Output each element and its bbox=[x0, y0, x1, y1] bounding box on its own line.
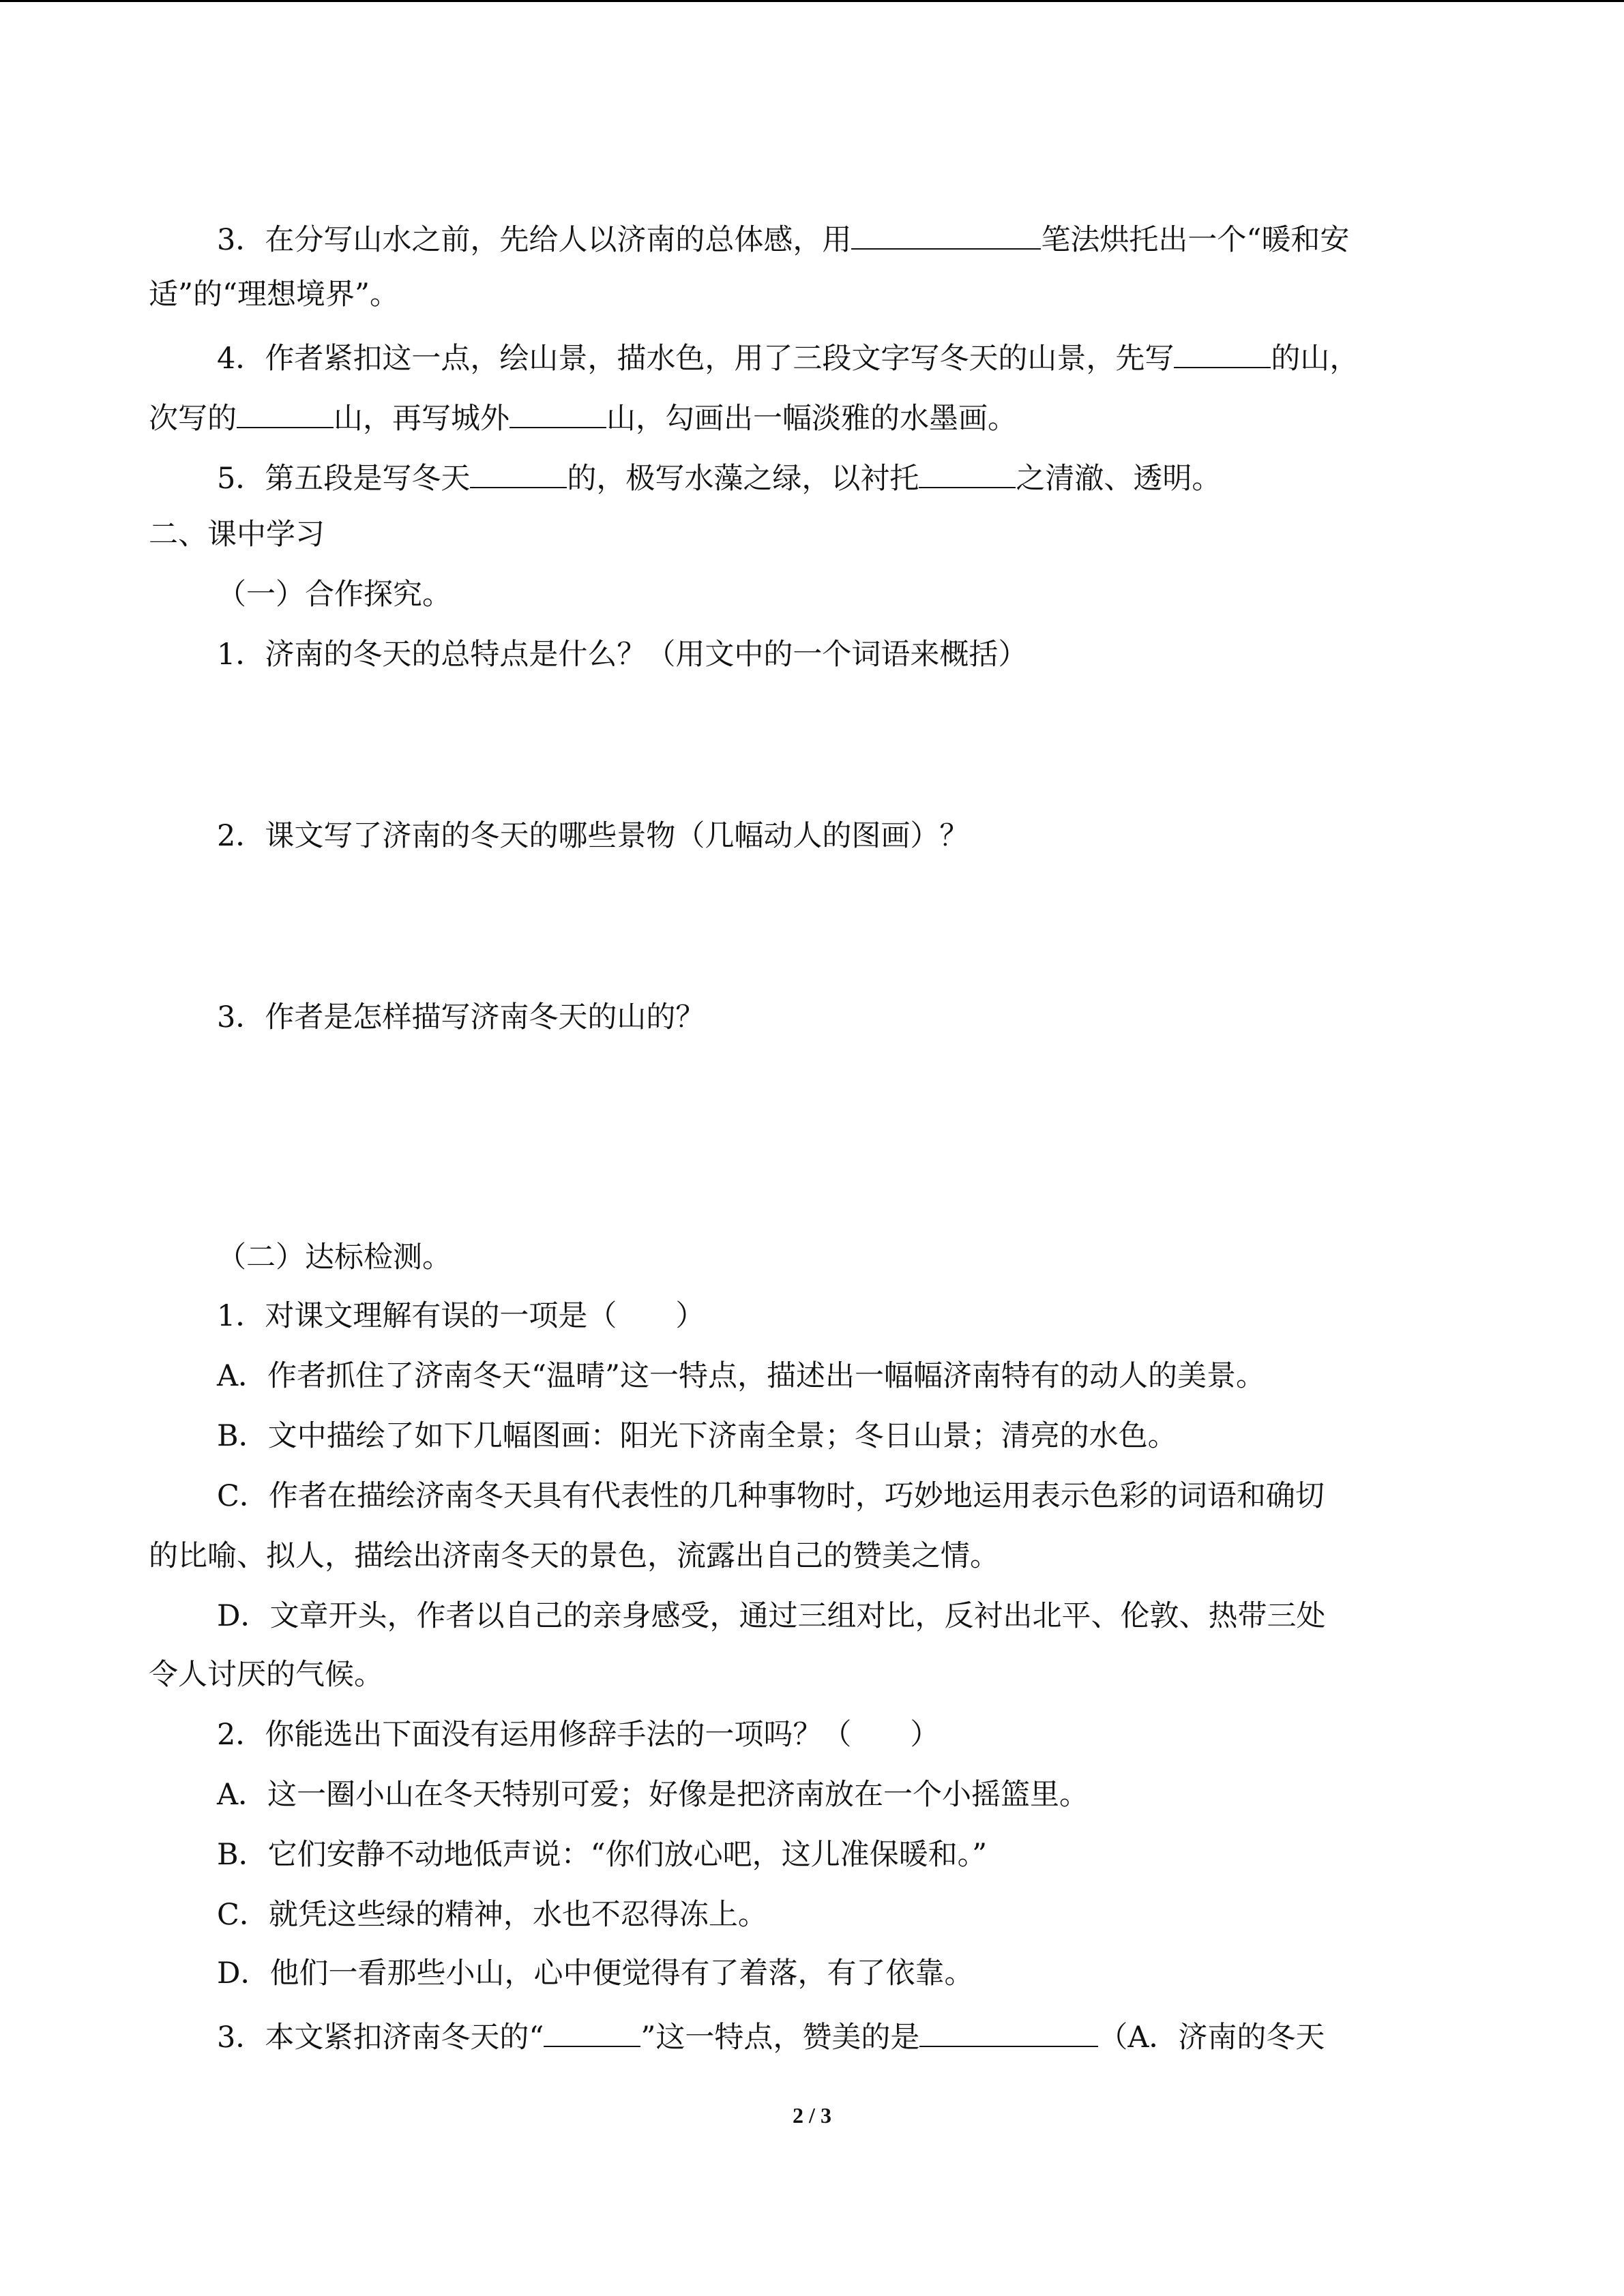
prestudy-q5-line bbox=[217, 456, 1221, 494]
text: 3．在分写山水之前，先给人以济南的总体感，用 bbox=[217, 223, 852, 257]
text: 山，勾画出一幅淡雅的水墨画。 bbox=[606, 402, 1017, 436]
prestudy-q3-line2: 适”的“理想境界”。 bbox=[149, 278, 399, 312]
part1-question-1: 1．济南的冬天的总特点是什么？（用文中的一个词语来概括） bbox=[217, 638, 1028, 672]
prestudy-q4-line1 bbox=[217, 336, 1359, 374]
section-heading: 二、课中学习 bbox=[149, 518, 325, 552]
text: ”这一特点，赞美的是 bbox=[640, 2021, 920, 2055]
part1-title: （一）合作探究。 bbox=[217, 578, 452, 612]
blank bbox=[851, 217, 1041, 250]
text: 之清澈、透明。 bbox=[1016, 462, 1222, 496]
part1-question-3: 3．作者是怎样描写济南冬天的山的？ bbox=[217, 1000, 705, 1034]
test1-option-d-line1: D．文章开头，作者以自己的亲身感受，通过三组对比，反衬出北平、伦敦、热带三处 bbox=[217, 1599, 1326, 1633]
text: 次写的 bbox=[149, 402, 237, 436]
test3-stem bbox=[217, 2014, 1325, 2053]
part2-title: （二）达标检测。 bbox=[217, 1240, 452, 1274]
blank bbox=[1174, 336, 1271, 368]
blank bbox=[919, 2014, 1098, 2047]
text: 笔法烘托出一个“暖和安 bbox=[1041, 223, 1350, 257]
test1-stem: 1．对课文理解有误的一项是（ ） bbox=[217, 1299, 705, 1333]
test1-option-d-line2: 令人讨厌的气候。 bbox=[149, 1658, 383, 1692]
text: 的山， bbox=[1271, 342, 1359, 376]
test1-option-a: A．作者抓住了济南冬天“温晴”这一特点，描述出一幅幅济南特有的动人的美景。 bbox=[217, 1359, 1266, 1393]
test1-option-c-line2: 的比喻、拟人，描绘出济南冬天的景色，流露出自己的赞美之情。 bbox=[149, 1539, 999, 1573]
page-number: 2 / 3 bbox=[793, 2103, 831, 2128]
test2-option-a: A．这一圈小山在冬天特别可爱；好像是把济南放在一个小摇篮里。 bbox=[217, 1778, 1089, 1812]
blank bbox=[919, 456, 1016, 488]
blank bbox=[470, 456, 567, 488]
blank bbox=[237, 396, 334, 428]
test2-option-d: D．他们一看那些小山，心中便觉得有了着落，有了依靠。 bbox=[217, 1956, 974, 1991]
prestudy-q4-line2 bbox=[149, 396, 1017, 434]
text: 的，极写水藻之绿，以衬托 bbox=[567, 462, 919, 496]
text: （A．济南的冬天 bbox=[1098, 2021, 1325, 2055]
text: 4．作者紧扣这一点，绘山景，描水色，用了三段文字写冬天的山景，先写 bbox=[217, 342, 1175, 376]
blank bbox=[510, 396, 606, 428]
blank bbox=[544, 2014, 640, 2047]
test1-option-c-line1: C．作者在描绘济南冬天具有代表性的几种事物时，巧妙地运用表示色彩的词语和确切 bbox=[217, 1479, 1325, 1513]
page-top-border bbox=[0, 0, 1624, 2]
text: 5．第五段是写冬天 bbox=[217, 462, 471, 496]
test1-option-b: B．文中描绘了如下几幅图画：阳光下济南全景；冬日山景；清亮的水色。 bbox=[217, 1419, 1177, 1453]
test2-option-c: C．就凭这些绿的精神，水也不忍得冻上。 bbox=[217, 1898, 767, 1932]
test2-option-b: B．它们安静不动地低声说：“你们放心吧，这儿准保暖和。” bbox=[217, 1838, 988, 1872]
test2-stem: 2．你能选出下面没有运用修辞手法的一项吗？（ ） bbox=[217, 1718, 940, 1752]
text: 山，再写城外 bbox=[334, 402, 510, 436]
prestudy-q3-line1 bbox=[217, 217, 1349, 255]
text: 3．本文紧扣济南冬天的“ bbox=[217, 2021, 544, 2055]
part1-question-2: 2．课文写了济南的冬天的哪些景物（几幅动人的图画）？ bbox=[217, 819, 969, 853]
